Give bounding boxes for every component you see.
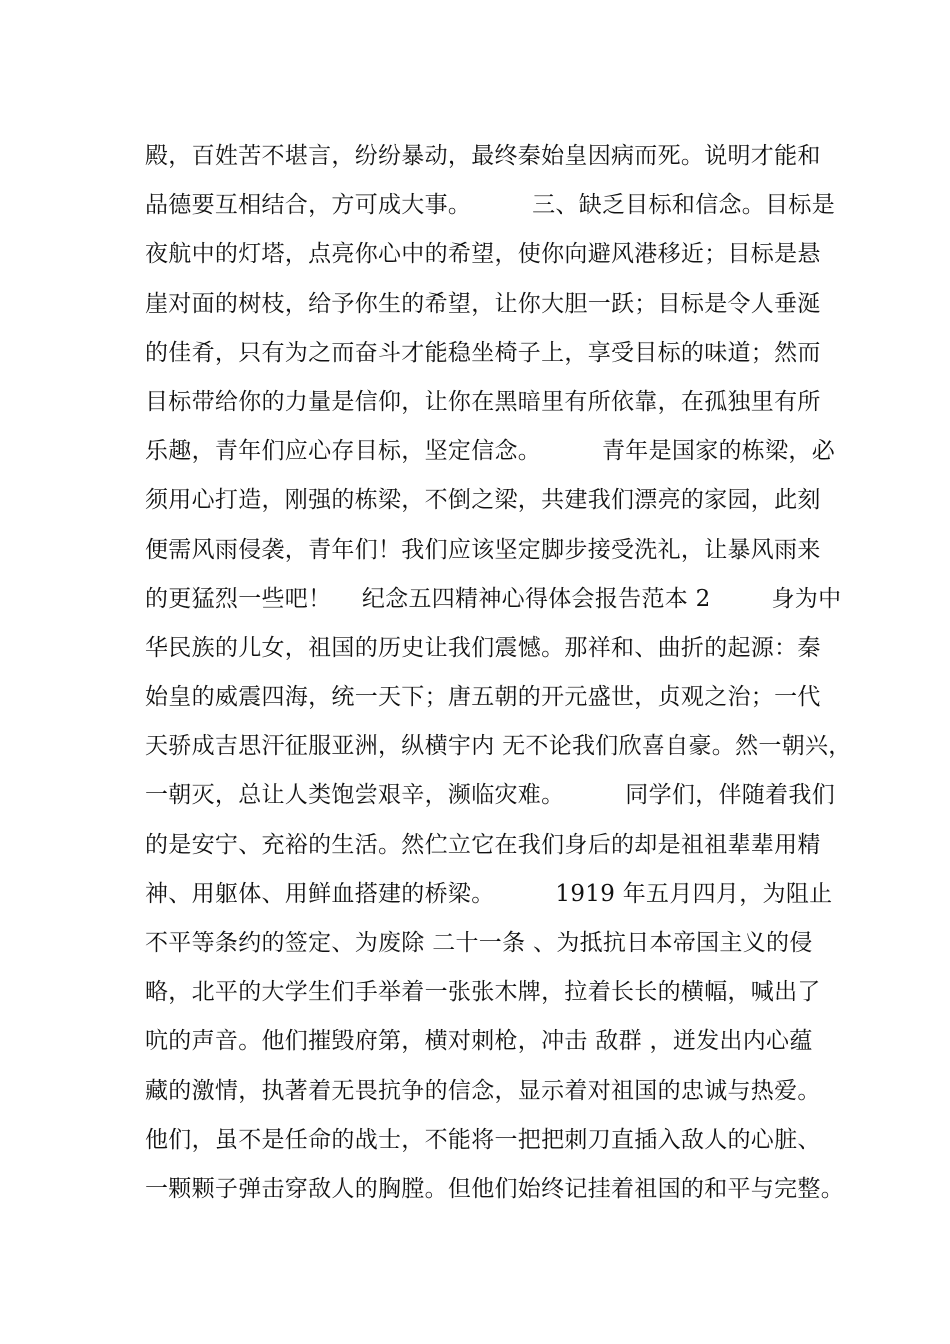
text-line: 神、用躯体、用鲜血搭建的桥梁。 1919 年五月四月，为阻止 [145, 880, 833, 907]
text-line: 不平等条约的签定、为废除 二十一条 、为抵抗日本帝国主义的侵 [145, 930, 813, 956]
text-line: 崖对面的树枝，给予你生的希望，让你大胆一跃；目标是令人垂涎 [145, 290, 821, 317]
text-line: 乐趣，青年们应心存目标，坚定信念。 青年是国家的栋梁，必 [145, 438, 835, 465]
text-line: 须用心打造，刚强的栋梁，不倒之梁，共建我们漂亮的家园，此刻 [145, 487, 821, 514]
text-line: 品德要互相结合，方可成大事。 三、缺乏目标和信念。目标是 [145, 192, 835, 219]
text-line: 他们，虽不是任命的战士，不能将一把把刺刀直插入敌人的心脏、 [145, 1126, 821, 1153]
text-line: 殿，百姓苦不堪言，纷纷暴动，最终秦始皇因病而死。说明才能和 [145, 143, 821, 169]
text-line: 吭的声音。他们摧毁府第，横对刺枪，冲击 敌群 ，迸发出内心蕴 [145, 1028, 813, 1055]
text-line: 的佳肴，只有为之而奋斗才能稳坐椅子上，享受目标的味道；然而 [145, 339, 821, 366]
text-line: 始皇的威震四海，统一天下；唐五朝的开元盛世，贞观之治；一代 [145, 684, 821, 711]
text-line: 略，北平的大学生们手举着一张张木牌，拉着长长的横幅，喊出了 [145, 979, 821, 1006]
text-line: 目标带给你的力量是信仰，让你在黑暗里有所依靠，在孤独里有所 [145, 388, 821, 415]
text-line: 天骄成吉思汗征服亚洲，纵横宇内 无不论我们欣喜自豪。然一朝兴， [145, 733, 852, 760]
body-text [145, 132, 852, 1214]
text-line: 的是安宁、充裕的生活。然伫立它在我们身后的却是祖祖辈辈用精 [145, 831, 821, 858]
text-line: 夜航中的灯塔，点亮你心中的希望，使你向避风港移近；目标是悬 [145, 241, 821, 268]
text-line: 一颗颗子弹击穿敌人的胸膛。但他们始终记挂着祖国的和平与完整。 [145, 1175, 844, 1202]
text-line: 华民族的儿女，祖国的历史让我们震憾。那祥和、曲折的起源：秦 [145, 634, 821, 661]
text-line: 便需风雨侵袭，青年们！我们应该坚定脚步接受洗礼，让暴风雨来 [145, 536, 821, 563]
text-line: 一朝灭，总让人类饱尝艰辛，濒临灾难。 同学们，伴随着我们 [145, 782, 835, 809]
text-line: 的更猛烈一些吧！ 纪念五四精神心得体会报告范本 2 身为中 [145, 585, 842, 612]
text-line: 藏的激情，执著着无畏抗争的信念，显示着对祖国的忠诚与热爱。 [145, 1077, 821, 1104]
